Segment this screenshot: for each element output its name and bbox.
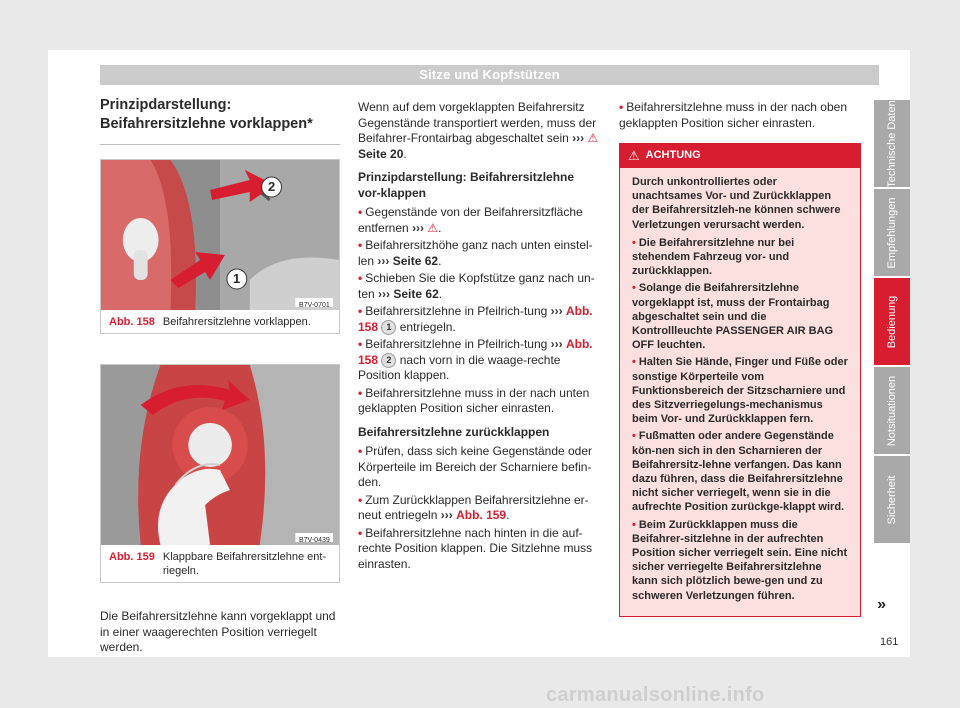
seat-unlock-image bbox=[101, 365, 339, 545]
bullet-icon: • bbox=[632, 430, 636, 443]
warning-item: • Beim Zurückklappen muss die Beifahrer-sitzlehne in der aufrechten Position sicher verriegelt sein. Eine nicht sicher verriegelte Beifahrersitzlehne kann sich plötzlich bewe-gen und zu schweren Verletzungen führen. bbox=[632, 518, 848, 602]
subheading: Beifahrersitzlehne zurückklappen bbox=[358, 424, 550, 439]
seat-fold-image bbox=[101, 160, 339, 310]
intro-paragraph: Die Beifahrersitzlehne kann vorgeklappt und in einer waagerechten Position verriegelt werden. bbox=[100, 609, 336, 654]
bullet-icon: • bbox=[358, 304, 363, 318]
column-right bbox=[619, 100, 886, 617]
tab-notsituationen[interactable]: Notsituationen bbox=[874, 367, 910, 454]
figure-number: Abb. 158 bbox=[109, 316, 155, 328]
callout-2: 2 bbox=[268, 179, 276, 194]
airbag-icon: ⚠ bbox=[587, 131, 599, 145]
list-item: • Beifahrersitzhöhe ganz nach unten einstel-len ››› Seite 62. bbox=[358, 238, 593, 268]
warning-item: • Fußmatten oder andere Gegenstände kön-nen sich in den Scharnieren der Beifahrersitz-lehne verfangen. Das kann dazu führen, dass die Beifahrersitzlehne nicht sicher verriegelt, wenn sie in die aufrechte Position zurückge-klappt wird. bbox=[632, 430, 845, 514]
list-item: • Beifahrersitzlehne muss in der nach oben geklappten Position sicher einrasten. bbox=[619, 100, 847, 130]
page-number: 161 bbox=[880, 636, 899, 648]
figure-caption bbox=[101, 310, 339, 333]
manual-page bbox=[48, 50, 910, 657]
list-item: • Zum Zurückklappen Beifahrersitzlehne er-neut entriegeln ››› Abb. 159. bbox=[358, 492, 589, 522]
subheading: Prinzipdarstellung: Beifahrersitzlehne vor-klappen bbox=[358, 170, 575, 200]
figure-caption-text: Beifahrersitzlehne vorklappen. bbox=[162, 316, 311, 328]
figure-158 bbox=[100, 159, 340, 334]
tab-sicherheit[interactable]: Sicherheit bbox=[874, 456, 910, 543]
column-left bbox=[100, 96, 340, 662]
callout-1: 1 bbox=[233, 271, 241, 286]
callout-badge: 1 bbox=[381, 320, 396, 335]
warning-item: • Die Beifahrersitzlehne nur bei stehendem Fahrzeug vor- und zurückklappen. bbox=[632, 236, 795, 278]
bullet-icon: • bbox=[632, 356, 636, 369]
page-reference-link[interactable]: Seite 62 bbox=[392, 253, 439, 268]
figure-number: Abb. 159 bbox=[109, 551, 155, 563]
bullet-icon: • bbox=[632, 236, 636, 249]
tab-empfehlungen[interactable]: Empfehlungen bbox=[874, 189, 910, 276]
figure-reference-link[interactable]: Abb. 159 bbox=[456, 508, 507, 522]
ref-arrows: ››› bbox=[412, 220, 425, 235]
list-item: • Schieben Sie die Kopfstütze ganz nach un-ten ››› Seite 62. bbox=[358, 271, 595, 301]
bullet-icon: • bbox=[358, 492, 363, 507]
figure-reference-link[interactable]: Abb. 158 bbox=[358, 304, 593, 334]
warning-item: • Solange die Beifahrersitzlehne vorgeklappt ist, muss der Frontairbag abgeschaltet sein und die Kontrollleuchte PASSENGER AIR BAG OFF leuchten. bbox=[632, 282, 834, 352]
watermark: carmanualsonline.info bbox=[546, 684, 765, 706]
bullet-icon: • bbox=[358, 385, 363, 400]
callout-badge: 2 bbox=[381, 353, 396, 368]
ref-arrows: ››› bbox=[550, 304, 563, 318]
list-item: • Beifahrersitzlehne nach hinten in die auf-rechte Position klappen. Die Sitzlehne muss einrasten. bbox=[358, 525, 593, 571]
seat-unlock-illustration bbox=[101, 365, 339, 545]
ref-arrows: ››› bbox=[378, 286, 391, 301]
list-item: • Beifahrersitzlehne in Pfeilrich-tung ››› Abb. 158 1 entriegeln. bbox=[358, 304, 593, 334]
column-middle bbox=[358, 100, 600, 574]
warning-header bbox=[620, 144, 860, 168]
list-item: • Gegenstände von der Beifahrersitzfläche entfernen ››› ⚠. bbox=[358, 205, 583, 235]
chapter-header: Sitze und Kopfstützen bbox=[100, 65, 879, 85]
bullet-icon: • bbox=[358, 205, 363, 219]
tab-bedienung[interactable]: Bedienung bbox=[874, 278, 910, 365]
image-code: B7V-0701 bbox=[299, 302, 330, 309]
image-code: B7V-0439 bbox=[299, 537, 330, 544]
bullet-icon: • bbox=[358, 238, 363, 252]
bullet-icon: • bbox=[358, 337, 363, 351]
continue-arrow-icon: » bbox=[877, 595, 886, 613]
figure-reference-link[interactable]: Abb. 158 bbox=[358, 337, 593, 367]
figure-caption bbox=[101, 545, 339, 582]
list-item: • Beifahrersitzlehne in Pfeilrich-tung ››› Abb. 158 2 nach vorn in die waage-rechte Position klappen. bbox=[358, 337, 593, 382]
warning-body bbox=[620, 168, 886, 616]
list-item: • Beifahrersitzlehne muss in der nach unten geklappten Position sicher einrasten. bbox=[358, 385, 590, 415]
warning-title: ACHTUNG bbox=[645, 149, 701, 162]
ref-arrows: ››› bbox=[572, 131, 585, 145]
bullet-icon: • bbox=[358, 271, 363, 285]
tab-technische-daten[interactable]: Technische Daten bbox=[874, 100, 910, 187]
section-title: Prinzipdarstellung: Beifahrersitzlehne vorklappen* bbox=[100, 96, 340, 145]
page-reference-link[interactable]: Seite 20 bbox=[358, 146, 404, 161]
ref-arrows: ››› bbox=[440, 508, 453, 522]
bullet-icon: • bbox=[358, 525, 363, 540]
list-item: • Prüfen, dass sich keine Gegenstände oder Körperteile im Bereich der Scharniere befin-den. bbox=[358, 444, 593, 489]
paragraph: Wenn auf dem vorgeklappten Beifahrersitz Gegenstände transportiert werden, muss der Beifahrer-Frontairbag abgeschaltet sein ››› ⚠ Seite 20. bbox=[358, 100, 599, 161]
seat-fold-illustration bbox=[101, 160, 339, 310]
bullet-icon: • bbox=[632, 282, 636, 295]
page-reference-link[interactable]: Seite 62 bbox=[393, 286, 439, 301]
bullet-icon: • bbox=[358, 444, 363, 458]
ref-arrows: ››› bbox=[550, 337, 563, 351]
warning-box bbox=[619, 143, 886, 617]
warning-icon: ⚠ bbox=[427, 220, 439, 235]
bullet-icon: • bbox=[632, 518, 636, 531]
paragraph-text: Wenn auf dem vorgeklappten Beifahrersitz Gegenstände transportiert werden, muss der Beifahrer-Frontairbag abgeschaltet sein bbox=[358, 100, 597, 145]
figure-159 bbox=[100, 364, 340, 583]
chapter-tabs bbox=[874, 100, 910, 545]
figure-caption-text: Klappbare Beifahrersitzlehne ent-riegeln. bbox=[162, 551, 327, 577]
bullet-icon: • bbox=[619, 100, 624, 114]
warning-triangle-icon: ⚠ bbox=[628, 148, 640, 164]
warning-intro: Durch unkontrolliertes oder unachtsames Vor- und Zurückklappen der Beifahrersitzleh-ne können schwere Verletzungen verursacht werden. bbox=[632, 176, 841, 231]
warning-item: • Halten Sie Hände, Finger und Füße oder sonstige Körperteile vom Funktionsbereich der Sitzscharniere und des Sitzverriegelungs-mechanismus beim Vor- und Zurückklappen fern. bbox=[632, 356, 848, 426]
ref-arrows: ››› bbox=[377, 253, 390, 268]
